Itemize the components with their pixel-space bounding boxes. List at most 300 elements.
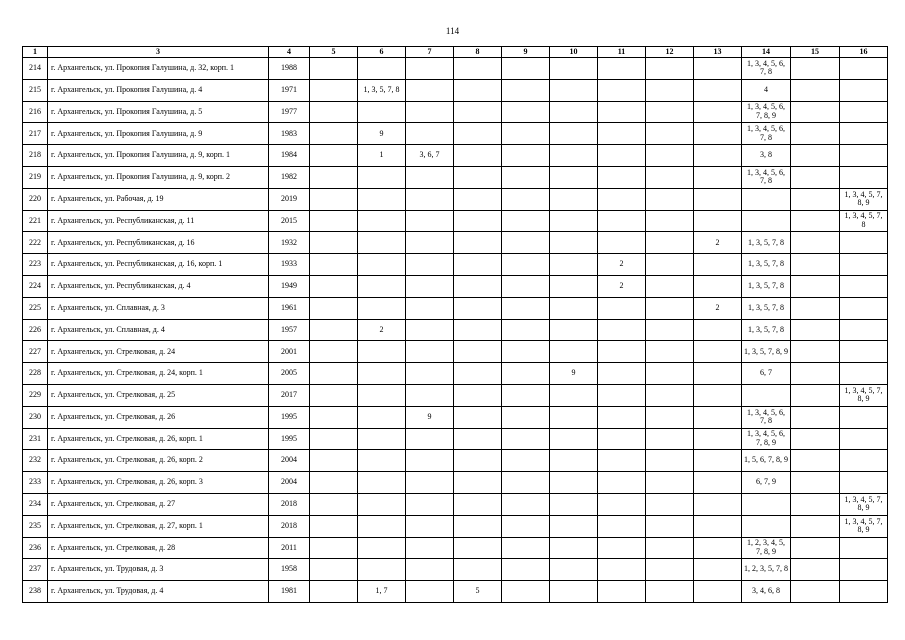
column-header: 14 (742, 47, 791, 58)
table-row (23, 232, 888, 254)
year-cell: 1984 (269, 145, 310, 167)
col9-cell (502, 472, 550, 494)
col15-cell (791, 472, 840, 494)
col13-cell: 2 (694, 297, 742, 319)
row-number: 232 (23, 450, 48, 472)
col7-cell (406, 537, 454, 559)
address-cell: г. Архангельск, ул. Республиканская, д. 16, корп. 1 (48, 254, 269, 276)
col15-cell (791, 166, 840, 188)
col12-cell (646, 493, 694, 515)
col8-cell: 5 (454, 581, 502, 603)
year-cell: 1933 (269, 254, 310, 276)
col14-cell: 6, 7 (742, 363, 791, 385)
col10-cell (550, 101, 598, 123)
header-row (23, 47, 888, 58)
col15-cell (791, 319, 840, 341)
col14-cell (742, 515, 791, 537)
col5-cell (310, 79, 358, 101)
year-cell: 1971 (269, 79, 310, 101)
table-row (23, 188, 888, 210)
row-number: 225 (23, 297, 48, 319)
col9-cell (502, 406, 550, 428)
row-number: 217 (23, 123, 48, 145)
col6-cell: 1 (358, 145, 406, 167)
col8-cell (454, 384, 502, 406)
col9-cell (502, 188, 550, 210)
col12-cell (646, 254, 694, 276)
row-number: 234 (23, 493, 48, 515)
col6-cell (358, 363, 406, 385)
col6-cell (358, 559, 406, 581)
col7-cell (406, 101, 454, 123)
address-cell: г. Архангельск, ул. Прокопия Галушина, д. 32, корп. 1 (48, 58, 269, 80)
col13-cell (694, 515, 742, 537)
col14-cell: 1, 5, 6, 7, 8, 9 (742, 450, 791, 472)
col11-cell (598, 188, 646, 210)
col11-cell (598, 450, 646, 472)
year-cell: 1983 (269, 123, 310, 145)
col13-cell (694, 145, 742, 167)
col10-cell (550, 254, 598, 276)
col10-cell (550, 428, 598, 450)
col14-cell: 1, 3, 4, 5, 6, 7, 8 (742, 166, 791, 188)
col16-cell (840, 101, 888, 123)
col10-cell (550, 581, 598, 603)
col7-cell (406, 210, 454, 232)
col12-cell (646, 145, 694, 167)
year-cell: 2017 (269, 384, 310, 406)
col5-cell (310, 341, 358, 363)
col7-cell (406, 188, 454, 210)
col16-cell (840, 428, 888, 450)
col15-cell (791, 363, 840, 385)
col7-cell (406, 319, 454, 341)
col16-cell (840, 581, 888, 603)
col12-cell (646, 559, 694, 581)
col6-cell: 1, 7 (358, 581, 406, 603)
col6-cell (358, 254, 406, 276)
year-cell: 1961 (269, 297, 310, 319)
col15-cell (791, 79, 840, 101)
col9-cell (502, 537, 550, 559)
col13-cell (694, 101, 742, 123)
col15-cell (791, 210, 840, 232)
col9-cell (502, 319, 550, 341)
col10-cell (550, 341, 598, 363)
year-cell: 2004 (269, 450, 310, 472)
col5-cell (310, 145, 358, 167)
col14-cell: 1, 3, 4, 5, 6, 7, 8 (742, 58, 791, 80)
col5-cell (310, 537, 358, 559)
col8-cell (454, 559, 502, 581)
address-cell: г. Архангельск, ул. Прокопия Галушина, д. 9, корп. 1 (48, 145, 269, 167)
col9-cell (502, 515, 550, 537)
col16-cell (840, 58, 888, 80)
col10-cell (550, 188, 598, 210)
col11-cell (598, 79, 646, 101)
col7-cell (406, 341, 454, 363)
col6-cell: 9 (358, 123, 406, 145)
col14-cell: 3, 4, 6, 8 (742, 581, 791, 603)
col8-cell (454, 406, 502, 428)
col11-cell (598, 406, 646, 428)
row-number: 224 (23, 275, 48, 297)
col8-cell (454, 515, 502, 537)
col11-cell: 2 (598, 275, 646, 297)
col9-cell (502, 254, 550, 276)
col15-cell (791, 406, 840, 428)
col14-cell: 6, 7, 9 (742, 472, 791, 494)
col8-cell (454, 275, 502, 297)
col7-cell (406, 450, 454, 472)
col6-cell (358, 450, 406, 472)
col14-cell (742, 493, 791, 515)
col12-cell (646, 472, 694, 494)
col16-cell (840, 363, 888, 385)
col12-cell (646, 450, 694, 472)
col12-cell (646, 406, 694, 428)
table-row (23, 515, 888, 537)
col14-cell: 1, 3, 5, 7, 8, 9 (742, 341, 791, 363)
col6-cell: 2 (358, 319, 406, 341)
col16-cell: 1, 3, 4, 5, 7, 8, 9 (840, 188, 888, 210)
col7-cell: 9 (406, 406, 454, 428)
col8-cell (454, 254, 502, 276)
col13-cell (694, 428, 742, 450)
table-row (23, 145, 888, 167)
col5-cell (310, 406, 358, 428)
col8-cell (454, 145, 502, 167)
col9-cell (502, 275, 550, 297)
col6-cell (358, 472, 406, 494)
col10-cell (550, 515, 598, 537)
table-row (23, 384, 888, 406)
year-cell: 2018 (269, 493, 310, 515)
col12-cell (646, 297, 694, 319)
table-row (23, 428, 888, 450)
col16-cell (840, 123, 888, 145)
col13-cell (694, 406, 742, 428)
col13-cell (694, 493, 742, 515)
col11-cell (598, 537, 646, 559)
col5-cell (310, 493, 358, 515)
col8-cell (454, 232, 502, 254)
address-cell: г. Архангельск, ул. Стрелковая, д. 26, корп. 1 (48, 428, 269, 450)
col9-cell (502, 58, 550, 80)
address-cell: г. Архангельск, ул. Стрелковая, д. 24 (48, 341, 269, 363)
col11-cell (598, 341, 646, 363)
col12-cell (646, 188, 694, 210)
col16-cell (840, 319, 888, 341)
col13-cell (694, 254, 742, 276)
col15-cell (791, 384, 840, 406)
col16-cell (840, 145, 888, 167)
col7-cell (406, 123, 454, 145)
year-cell: 1958 (269, 559, 310, 581)
col14-cell: 1, 3, 4, 5, 6, 7, 8, 9 (742, 428, 791, 450)
col13-cell (694, 559, 742, 581)
col14-cell: 1, 3, 4, 5, 6, 7, 8, 9 (742, 101, 791, 123)
col10-cell (550, 79, 598, 101)
year-cell: 1981 (269, 581, 310, 603)
column-header: 13 (694, 47, 742, 58)
year-cell: 1949 (269, 275, 310, 297)
col15-cell (791, 493, 840, 515)
table-row (23, 210, 888, 232)
row-number: 227 (23, 341, 48, 363)
col16-cell (840, 450, 888, 472)
col13-cell (694, 341, 742, 363)
year-cell: 2011 (269, 537, 310, 559)
col11-cell (598, 101, 646, 123)
col9-cell (502, 166, 550, 188)
column-header: 16 (840, 47, 888, 58)
col11-cell (598, 515, 646, 537)
col9-cell (502, 581, 550, 603)
col16-cell (840, 275, 888, 297)
col9-cell (502, 101, 550, 123)
col6-cell (358, 232, 406, 254)
col12-cell (646, 101, 694, 123)
col9-cell (502, 428, 550, 450)
col8-cell (454, 188, 502, 210)
address-cell: г. Архангельск, ул. Стрелковая, д. 26, корп. 3 (48, 472, 269, 494)
col12-cell (646, 515, 694, 537)
col12-cell (646, 275, 694, 297)
col11-cell (598, 581, 646, 603)
col16-cell (840, 406, 888, 428)
col13-cell (694, 384, 742, 406)
col6-cell (358, 384, 406, 406)
col10-cell (550, 145, 598, 167)
col7-cell: 3, 6, 7 (406, 145, 454, 167)
column-header: 8 (454, 47, 502, 58)
address-cell: г. Архангельск, ул. Стрелковая, д. 27, корп. 1 (48, 515, 269, 537)
col14-cell: 4 (742, 79, 791, 101)
column-header: 12 (646, 47, 694, 58)
col12-cell (646, 58, 694, 80)
table-row (23, 450, 888, 472)
col12-cell (646, 210, 694, 232)
table-row (23, 166, 888, 188)
column-header: 10 (550, 47, 598, 58)
address-cell: г. Архангельск, ул. Стрелковая, д. 25 (48, 384, 269, 406)
column-header: 1 (23, 47, 48, 58)
col16-cell: 1, 3, 4, 5, 7, 8 (840, 210, 888, 232)
col9-cell (502, 123, 550, 145)
col6-cell (358, 275, 406, 297)
col10-cell (550, 406, 598, 428)
col15-cell (791, 341, 840, 363)
table-row (23, 101, 888, 123)
col5-cell (310, 297, 358, 319)
col6-cell (358, 188, 406, 210)
year-cell: 1982 (269, 166, 310, 188)
col6-cell (358, 297, 406, 319)
table-row (23, 254, 888, 276)
col7-cell (406, 232, 454, 254)
col15-cell (791, 145, 840, 167)
col16-cell (840, 297, 888, 319)
table-row (23, 319, 888, 341)
col8-cell (454, 472, 502, 494)
address-cell: г. Архангельск, ул. Республиканская, д. 4 (48, 275, 269, 297)
col16-cell (840, 341, 888, 363)
col8-cell (454, 428, 502, 450)
col11-cell (598, 428, 646, 450)
col16-cell (840, 166, 888, 188)
col7-cell (406, 472, 454, 494)
col8-cell (454, 123, 502, 145)
col11-cell (598, 384, 646, 406)
row-number: 216 (23, 101, 48, 123)
year-cell: 1932 (269, 232, 310, 254)
col7-cell (406, 428, 454, 450)
col13-cell: 2 (694, 232, 742, 254)
col5-cell (310, 363, 358, 385)
col7-cell (406, 297, 454, 319)
row-number: 235 (23, 515, 48, 537)
col5-cell (310, 428, 358, 450)
col12-cell (646, 537, 694, 559)
col11-cell (598, 472, 646, 494)
col9-cell (502, 210, 550, 232)
col11-cell (598, 166, 646, 188)
col16-cell: 1, 3, 4, 5, 7, 8, 9 (840, 515, 888, 537)
col6-cell (358, 406, 406, 428)
year-cell: 1977 (269, 101, 310, 123)
col10-cell: 9 (550, 363, 598, 385)
address-cell: г. Архангельск, ул. Республиканская, д. 11 (48, 210, 269, 232)
col9-cell (502, 145, 550, 167)
year-cell: 1995 (269, 428, 310, 450)
col11-cell: 2 (598, 254, 646, 276)
col13-cell (694, 58, 742, 80)
col11-cell (598, 559, 646, 581)
col14-cell: 1, 3, 5, 7, 8 (742, 254, 791, 276)
col9-cell (502, 297, 550, 319)
row-number: 230 (23, 406, 48, 428)
col15-cell (791, 428, 840, 450)
year-cell: 2004 (269, 472, 310, 494)
col7-cell (406, 275, 454, 297)
col8-cell (454, 319, 502, 341)
col11-cell (598, 123, 646, 145)
col15-cell (791, 58, 840, 80)
col6-cell (358, 166, 406, 188)
col6-cell (358, 515, 406, 537)
address-cell: г. Архангельск, ул. Стрелковая, д. 26 (48, 406, 269, 428)
col7-cell (406, 515, 454, 537)
column-header: 9 (502, 47, 550, 58)
col15-cell (791, 450, 840, 472)
col5-cell (310, 450, 358, 472)
col5-cell (310, 166, 358, 188)
col9-cell (502, 384, 550, 406)
col9-cell (502, 450, 550, 472)
col15-cell (791, 101, 840, 123)
col14-cell: 1, 3, 4, 5, 6, 7, 8 (742, 123, 791, 145)
col11-cell (598, 319, 646, 341)
col12-cell (646, 166, 694, 188)
row-number: 237 (23, 559, 48, 581)
year-cell: 2019 (269, 188, 310, 210)
col6-cell (358, 428, 406, 450)
col5-cell (310, 275, 358, 297)
col5-cell (310, 472, 358, 494)
col15-cell (791, 581, 840, 603)
col10-cell (550, 319, 598, 341)
col16-cell: 1, 3, 4, 5, 7, 8, 9 (840, 384, 888, 406)
year-cell: 2001 (269, 341, 310, 363)
col7-cell (406, 384, 454, 406)
col10-cell (550, 232, 598, 254)
address-cell: г. Архангельск, ул. Прокопия Галушина, д. 5 (48, 101, 269, 123)
table-row (23, 581, 888, 603)
col8-cell (454, 58, 502, 80)
address-cell: г. Архангельск, ул. Сплавная, д. 4 (48, 319, 269, 341)
table-row (23, 472, 888, 494)
col8-cell (454, 210, 502, 232)
col15-cell (791, 537, 840, 559)
col14-cell: 1, 3, 5, 7, 8 (742, 232, 791, 254)
col11-cell (598, 232, 646, 254)
table-row (23, 537, 888, 559)
col11-cell (598, 363, 646, 385)
column-header: 6 (358, 47, 406, 58)
col8-cell (454, 493, 502, 515)
col13-cell (694, 79, 742, 101)
col14-cell: 1, 2, 3, 4, 5, 7, 8, 9 (742, 537, 791, 559)
col13-cell (694, 319, 742, 341)
address-cell: г. Архангельск, ул. Трудовая, д. 3 (48, 559, 269, 581)
col10-cell (550, 537, 598, 559)
col7-cell (406, 166, 454, 188)
column-header: 15 (791, 47, 840, 58)
col14-cell (742, 210, 791, 232)
col16-cell (840, 537, 888, 559)
row-number: 214 (23, 58, 48, 80)
col6-cell (358, 101, 406, 123)
col8-cell (454, 166, 502, 188)
row-number: 218 (23, 145, 48, 167)
col13-cell (694, 581, 742, 603)
col14-cell (742, 384, 791, 406)
col10-cell (550, 166, 598, 188)
address-cell: г. Архангельск, ул. Стрелковая, д. 28 (48, 537, 269, 559)
row-number: 226 (23, 319, 48, 341)
column-header: 11 (598, 47, 646, 58)
table-row (23, 297, 888, 319)
col9-cell (502, 79, 550, 101)
col13-cell (694, 166, 742, 188)
col10-cell (550, 493, 598, 515)
col9-cell (502, 559, 550, 581)
row-number: 215 (23, 79, 48, 101)
address-cell: г. Архангельск, ул. Стрелковая, д. 27 (48, 493, 269, 515)
table-row (23, 123, 888, 145)
col15-cell (791, 232, 840, 254)
col7-cell (406, 363, 454, 385)
col12-cell (646, 384, 694, 406)
col13-cell (694, 210, 742, 232)
col10-cell (550, 58, 598, 80)
col6-cell (358, 341, 406, 363)
table-row (23, 559, 888, 581)
row-number: 238 (23, 581, 48, 603)
table-row (23, 406, 888, 428)
col14-cell: 1, 3, 4, 5, 6, 7, 8 (742, 406, 791, 428)
